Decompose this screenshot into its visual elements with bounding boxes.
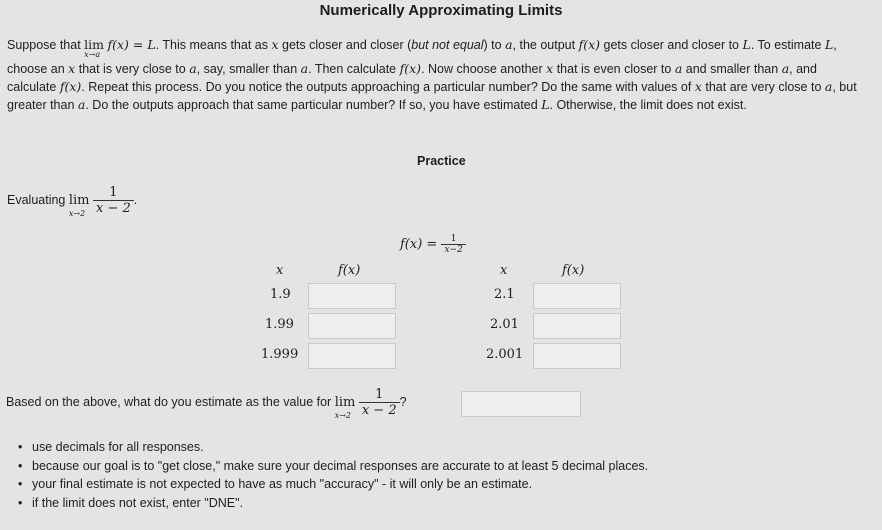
- right-fx-input[interactable]: [533, 343, 621, 369]
- limit-notation: lim x→2: [334, 394, 356, 420]
- instructions-list: [18, 438, 648, 513]
- fraction: $\frac{1}{x - 2}$: [359, 387, 400, 418]
- left-x-value: 1.9: [270, 287, 291, 302]
- evaluating-statement: Evaluating lim x→2 $\frac{1}{x - 2}$ .: [7, 185, 138, 218]
- right-x-value: 2.1: [494, 287, 515, 302]
- right-fx-input[interactable]: [533, 313, 621, 339]
- left-x-value: 1.99: [265, 317, 294, 332]
- list-item: • because our goal is to "get close," make sure your decimal responses are accurate to at least 5 decimal places.: [18, 457, 648, 476]
- right-fx-input[interactable]: [533, 283, 621, 309]
- list-item: • if the limit does not exist, enter "DNE".: [18, 494, 648, 513]
- left-fx-input[interactable]: [308, 313, 396, 339]
- limit-estimate-input[interactable]: [461, 391, 581, 417]
- left-x-header: x: [276, 263, 284, 278]
- practice-heading: Practice: [417, 154, 466, 168]
- instructions-paragraph: Suppose that lim x→a f(x) = L. This means that as x gets closer and closer (but not equal) to a, the output f(x) gets closer and closer to L. To estimate L, choose an x that is very close to a, say, smaller than a. Then calculate f(x). Now choose another x that is even closer to a and smaller than a, and calculate f(x). Repeat this process. Do you notice the outputs approaching a particular number? Do the same with values of x that are very close to a, but greater than a. Do the outputs approach that same particular number? If so, you have estimated L. Otherwise, the limit does not exist.: [7, 37, 857, 112]
- right-x-header: x: [500, 263, 508, 278]
- fraction: $\frac{1}{x-2}$: [441, 234, 465, 255]
- left-fx-header: f(x): [338, 263, 361, 278]
- left-fx-input[interactable]: [308, 283, 396, 309]
- estimate-question: Based on the above, what do you estimate as the value for lim x→2 $\frac{1}{x - 2}$ ?: [6, 387, 407, 420]
- right-x-value: 2.001: [486, 347, 524, 362]
- limit-notation: lim x→a: [84, 37, 105, 59]
- list-item: • your final estimate is not expected to have as much "accuracy" - it will only be an estimate.: [18, 475, 648, 494]
- fraction: $\frac{1}{x - 2}$: [93, 185, 134, 216]
- list-item: • use decimals for all responses.: [18, 438, 648, 457]
- function-definition: f(x) = $\frac{1}{x-2}$: [400, 234, 466, 255]
- right-x-value: 2.01: [490, 317, 519, 332]
- right-fx-header: f(x): [562, 263, 585, 278]
- left-fx-input[interactable]: [308, 343, 396, 369]
- limit-notation: lim x→2: [68, 192, 90, 218]
- page-title: Numerically Approximating Limits: [319, 2, 563, 19]
- left-x-value: 1.999: [261, 347, 299, 362]
